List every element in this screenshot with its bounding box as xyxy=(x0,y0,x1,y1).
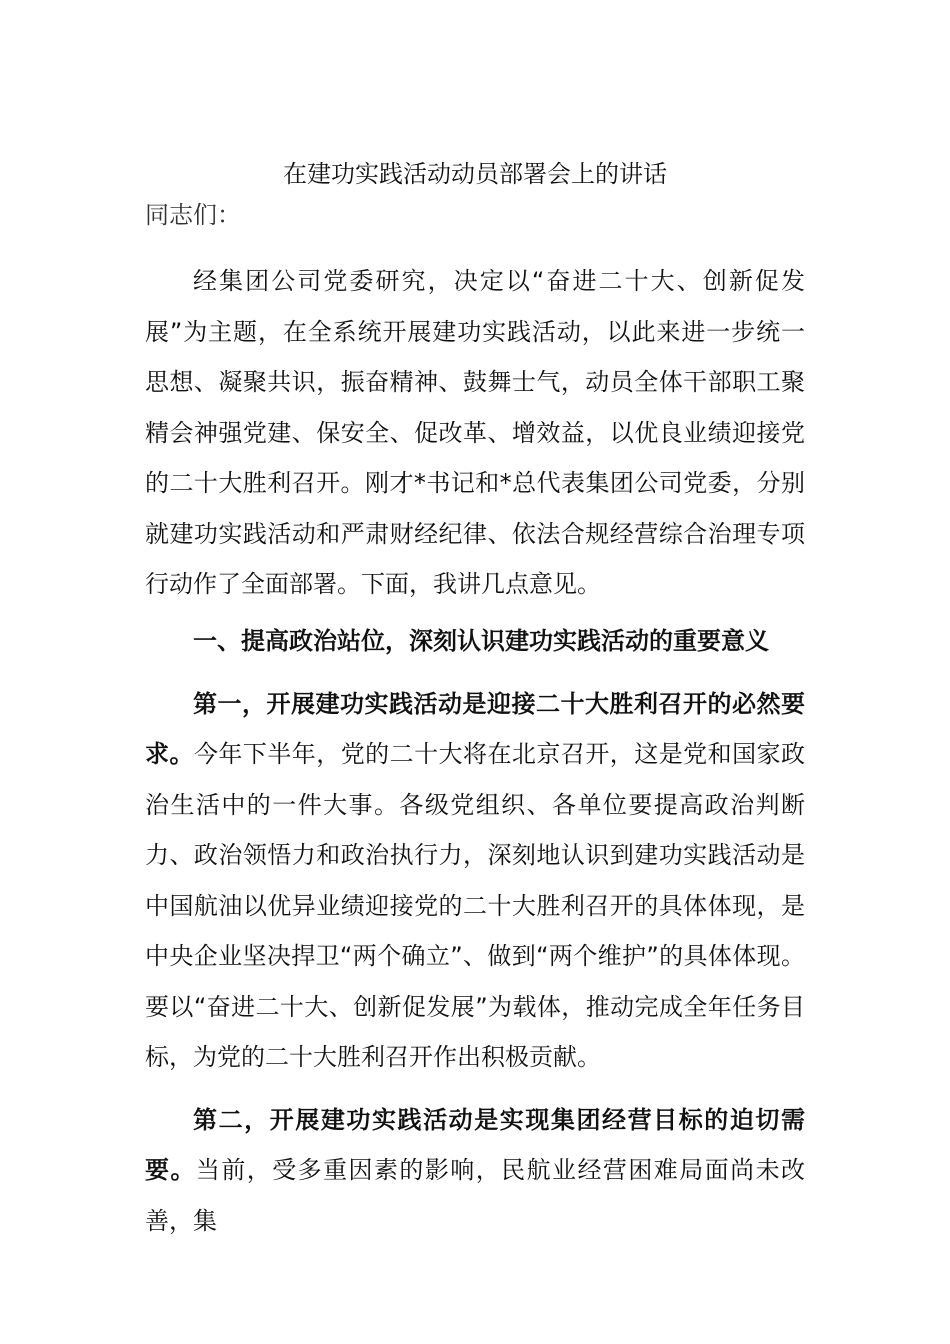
document-body xyxy=(145,190,805,1246)
document-title: 在建功实践活动动员部署会上的讲话 xyxy=(283,160,667,188)
intro-paragraph: 经集团公司党委研究，决定以“奋进二十大、创新促发展”为主题，在全系统开展建功实践活动，以此来进一步统一思想、凝聚共识，振奋精神、鼓舞士气，动员全体干部职工聚精会神强党建、保安全、促改革、增效益，以优良业绩迎接党的二十大胜利召开。刚才*书记和*总代表集团公司党委，分别就建功实践活动和严肃财经纪律、依法合规经营综合治理专项行动作了全面部署。下面，我讲几点意见。 xyxy=(145,267,805,598)
point-one-body: 今年下半年，党的二十大将在北京召开，这是党和国家政治生活中的一件大事。各级党组织、各单位要提高政治判断力、政治领悟力和政治执行力，深刻地认识到建功实践活动是中国航油以优异业绩迎接党的二十大胜利召开的具体体现，是中央企业坚决捍卫“两个确立”、做到“两个维护”的具体体现。要以“奋进二十大、创新促发展”为载体，推动完成全年任务目标，为党的二十大胜利召开作出积极贡献。 xyxy=(145,740,806,1071)
point-one-paragraph xyxy=(145,679,805,1083)
point-two-paragraph xyxy=(145,1095,805,1247)
point-two-lead: 第二，开展建功实践活动是实现集团经营目标的迫切需要。 xyxy=(145,1105,805,1184)
point-one-lead: 第一，开展建功实践活动是迎接二十大胜利召开的必然要求。 xyxy=(145,689,805,768)
salutation: 同志们： xyxy=(145,201,241,229)
section-heading-1: 一、提高政治站位，深刻认识建功实践活动的重要意义 xyxy=(193,626,769,655)
paragraph-spacer xyxy=(145,1083,805,1095)
point-two-body: 当前，受多重因素的影响，民航业经营困难局面尚未改善，集 xyxy=(145,1156,806,1235)
